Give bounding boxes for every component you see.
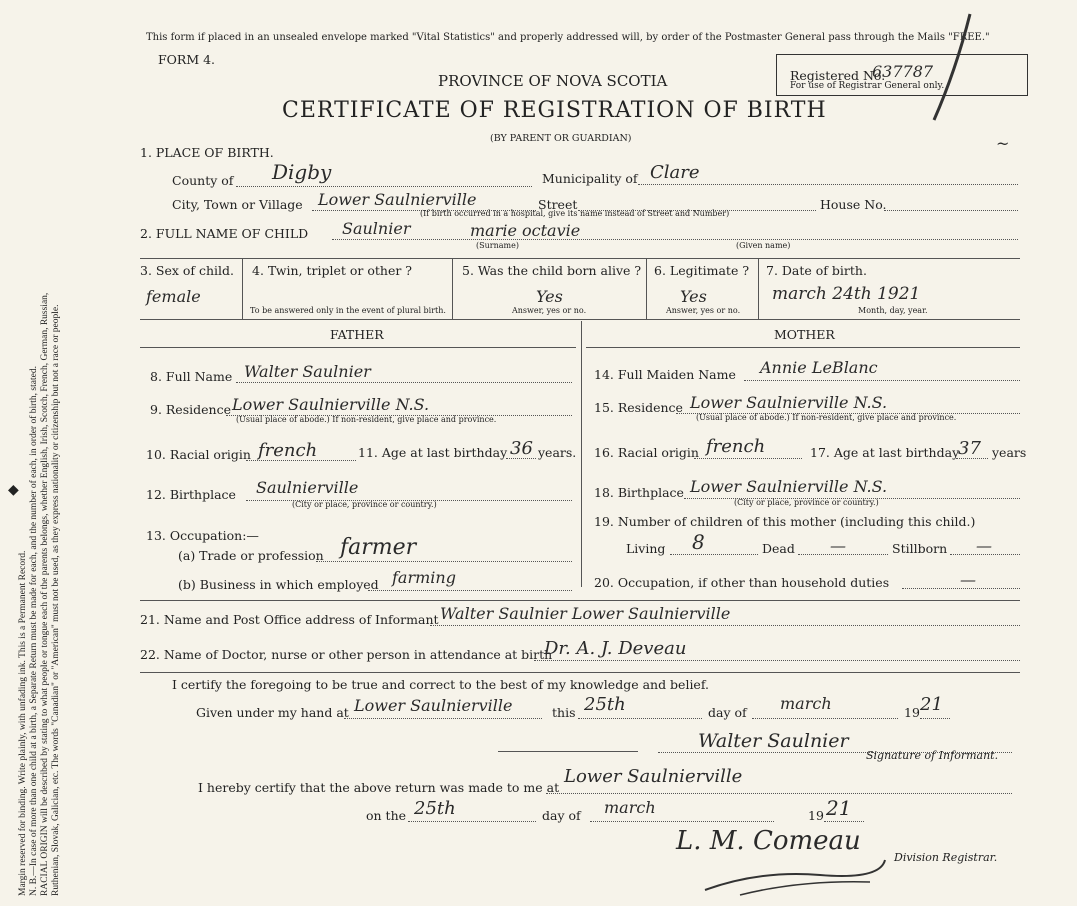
mother-age: 37 <box>958 438 981 459</box>
form-number: FORM 4. <box>158 52 216 67</box>
mother-race: french <box>706 436 766 457</box>
dead-label: Dead <box>762 541 795 556</box>
children-count-label: 19. Number of children of this mother (including this child.) <box>594 514 976 529</box>
legitimate-note: Answer, yes or no. <box>666 306 741 315</box>
mother-birthplace: Lower Saulnierville N.S. <box>690 477 888 496</box>
father-race: french <box>258 440 318 461</box>
legitimate-value: Yes <box>680 287 707 306</box>
child-given-name: marie octavie <box>470 221 581 240</box>
alive-value: Yes <box>536 287 563 306</box>
given-month: march <box>780 694 832 713</box>
given-dayof-label: day of <box>708 705 747 720</box>
mother-age-label: 17. Age at last birthday <box>810 445 960 460</box>
certify-text: I certify the foregoing to be true and correct to the best of my knowledge and belief. <box>172 677 709 692</box>
father-years-label: years. <box>538 445 577 460</box>
twin-note: To be answered only in the event of plural birth. <box>250 306 446 315</box>
living-label: Living <box>626 541 666 556</box>
registrar-on-label: on the <box>366 808 407 823</box>
informant-label: 21. Name and Post Office address of Informant <box>140 612 439 627</box>
stillborn-value: — <box>976 536 992 555</box>
alive-label: 5. Was the child born alive ? <box>462 263 642 278</box>
city-label: City, Town or Village <box>172 197 303 212</box>
street-label: Street <box>538 197 578 212</box>
given-year-prefix: 19 <box>904 705 920 720</box>
informant-signature: Walter Saulnier <box>698 730 849 752</box>
margin-line-4: Ruthenian, Slovak, Galician, etc. The words "Canadian" or "American" must not be used, as they express nationality or citizenship but not a race or people. <box>51 304 61 896</box>
registrar-month: march <box>604 798 656 817</box>
birth-date-value: march 24th 1921 <box>772 284 921 304</box>
stillborn-label: Stillborn <box>892 541 948 556</box>
mother-race-label: 16. Racial origin <box>594 445 699 460</box>
birth-date-note: Month, day, year. <box>858 306 928 315</box>
mother-birthplace-label: 18. Birthplace <box>594 485 684 500</box>
mother-years-label: years <box>992 445 1027 460</box>
father-trade: farmer <box>340 535 417 560</box>
hospital-note: (If birth occurred in a hospital, give its name instead of Street and Number) <box>420 209 730 218</box>
informant-signature-label: Signature of Informant. <box>866 749 999 762</box>
registrar-certify-text: I hereby certify that the above return was made to me at <box>198 780 560 795</box>
given-day: 25th <box>584 694 626 715</box>
father-name-label: 8. Full Name <box>150 369 233 384</box>
registrar-signature-label: Division Registrar. <box>894 851 998 864</box>
father-business-label: (b) Business in which employed <box>178 577 379 592</box>
mother-residence: Lower Saulnierville N.S. <box>690 393 888 412</box>
given-place: Lower Saulnierville <box>354 696 513 715</box>
registrar-year: 21 <box>826 796 852 820</box>
birth-date-label: 7. Date of birth. <box>766 263 867 278</box>
living-value: 8 <box>692 530 705 554</box>
margin-instructions <box>18 16 128 896</box>
margin-line-3: RACIAL ORIGIN will be described by stating to what people or tongue each of the parents belongs, whether English, Irish, Scotch, French, German, Russian, <box>40 292 50 896</box>
father-trade-label: (a) Trade or profession <box>178 548 324 563</box>
place-heading: 1. PLACE OF BIRTH. <box>140 145 274 160</box>
county-value: Digby <box>272 160 332 184</box>
father-residence-note: (Usual place of abode.) If non-resident, give place and province. <box>236 415 497 424</box>
father-birthplace: Saulnierville <box>256 478 359 497</box>
registrar-day: 25th <box>414 798 456 819</box>
father-age-label: 11. Age at last birthday <box>358 445 508 460</box>
father-occupation-label: 13. Occupation:— <box>146 528 259 543</box>
county-label: County of <box>172 173 234 188</box>
mother-occupation-label: 20. Occupation, if other than household duties <box>594 575 890 590</box>
page-title: CERTIFICATE OF REGISTRATION OF BIRTH <box>282 98 827 123</box>
sex-label: 3. Sex of child. <box>140 263 235 278</box>
mother-birthplace-note: (City or place, province or country.) <box>734 498 879 507</box>
doctor-label: 22. Name of Doctor, nurse or other person in attendance at birth <box>140 647 553 662</box>
city-value: Lower Saulnierville <box>318 190 477 209</box>
father-heading: FATHER <box>330 327 384 342</box>
legitimate-label: 6. Legitimate ? <box>654 263 750 278</box>
child-name-label: 2. FULL NAME OF CHILD <box>140 226 309 241</box>
father-residence-label: 9. Residence <box>150 402 231 417</box>
corner-mark: ~ <box>996 134 1010 153</box>
registrar-dayof-label: day of <box>542 808 581 823</box>
mother-name: Annie LeBlanc <box>760 358 878 377</box>
signature-flourish <box>700 850 890 900</box>
father-residence: Lower Saulnierville N.S. <box>232 395 430 414</box>
registered-number: 637787 <box>872 62 934 81</box>
mother-occupation: — <box>960 570 976 589</box>
house-label: House No. <box>820 197 887 212</box>
father-business: farming <box>392 568 456 587</box>
postal-notice: This form if placed in an unsealed envelope marked "Vital Statistics" and properly addressed will, by order of the Postmaster General pass through the Mails "FREE." <box>146 32 990 43</box>
alive-note: Answer, yes or no. <box>512 306 587 315</box>
dead-value: — <box>830 536 846 555</box>
mother-heading: MOTHER <box>774 327 835 342</box>
registrar-place: Lower Saulnierville <box>564 766 743 787</box>
father-age: 36 <box>510 438 533 459</box>
surname-note: (Surname) <box>476 241 519 250</box>
given-under-label: Given under my hand at <box>196 705 349 720</box>
doctor-value: Dr. A. J. Deveau <box>544 638 687 659</box>
sex-value: female <box>146 287 201 306</box>
municipality-label: Municipality of <box>542 171 638 186</box>
father-race-label: 10. Racial origin <box>146 447 251 462</box>
binding-mark: ◆ <box>8 482 19 498</box>
informant-value: Walter Saulnier Lower Saulnierville <box>440 604 731 623</box>
given-note: (Given name) <box>736 241 791 250</box>
registered-label: Registered No. <box>790 68 886 83</box>
father-birthplace-label: 12. Birthplace <box>146 487 236 502</box>
mother-residence-label: 15. Residence <box>594 400 683 415</box>
margin-line-1: Margin reserved for binding. Write plainly, with unfading ink. This is a Permanent Record. <box>18 550 28 896</box>
given-year: 21 <box>920 694 943 715</box>
checkmark-stroke <box>926 10 976 122</box>
child-surname: Saulnier <box>342 219 411 238</box>
father-name: Walter Saulnier <box>244 362 371 381</box>
province-heading: PROVINCE OF NOVA SCOTIA <box>438 72 668 90</box>
mother-residence-note: (Usual place of abode.) If non-resident, give place and province. <box>696 413 957 422</box>
page-subtitle: (BY PARENT OR GUARDIAN) <box>490 133 632 144</box>
municipality-value: Clare <box>650 162 700 183</box>
twin-label: 4. Twin, triplet or other ? <box>252 263 412 278</box>
registrar-note: For use of Registrar General only. <box>790 81 945 91</box>
father-birthplace-note: (City or place, province or country.) <box>292 500 437 509</box>
mother-name-label: 14. Full Maiden Name <box>594 367 736 382</box>
registrar-year-prefix: 19 <box>808 808 824 823</box>
margin-line-2: N. B.—In case of more than one child at a birth, a Separate Return must be made for each, and the number of each, in order of birth, stated. <box>29 366 39 896</box>
registrar-signature: L. M. Comeau <box>676 826 861 856</box>
given-this-label: this <box>552 705 576 720</box>
